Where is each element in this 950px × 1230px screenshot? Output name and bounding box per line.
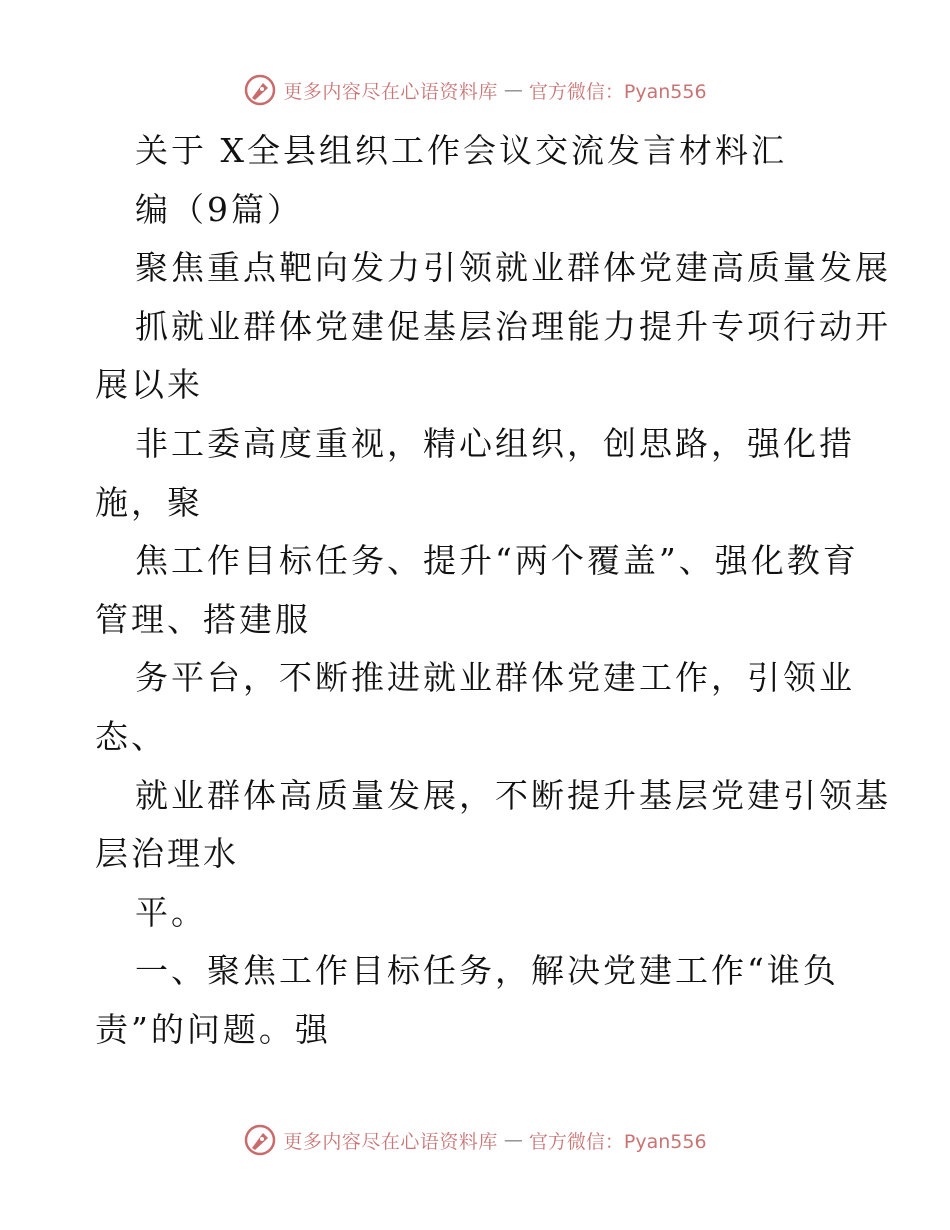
paragraph-line: 务平台，不断推进就业群体党建工作，引领业 — [135, 658, 855, 698]
section-heading-line: 责”的问题。强 — [95, 1009, 331, 1049]
watermark-account: 官方微信：Pyan556 — [528, 80, 707, 103]
paragraph-line: 层治理水 — [95, 834, 239, 874]
title-line-1: 关于 X全县组织工作会议交流发言材料汇 — [135, 131, 787, 170]
footer-watermark — [0, 1120, 950, 1160]
paragraph-line: 抓就业群体党建促基层治理能力提升专项行动开 — [135, 306, 891, 346]
header-watermark — [0, 70, 950, 110]
paragraph-line: 施，聚 — [95, 482, 203, 522]
watermark-separator: — — [503, 1129, 523, 1151]
paragraph-line: 管理、搭建服 — [95, 599, 311, 639]
paragraph-line: 焦工作目标任务、提升“两个覆盖”、强化教育 — [135, 541, 859, 581]
paragraph-line: 就业群体高质量发展，不断提升基层党建引领基 — [135, 775, 891, 815]
paragraph-line: 聚焦重点靶向发力引领就业群体党建高质量发展 — [135, 248, 891, 288]
watermark-account: 官方微信：Pyan556 — [528, 1130, 707, 1153]
watermark-text: 更多内容尽在心语资料库 — [283, 80, 498, 103]
paragraph-line: 态、 — [95, 716, 167, 756]
pen-nib-logo-icon — [243, 1123, 277, 1157]
pen-nib-logo-icon — [243, 73, 277, 107]
paragraph-line: 展以来 — [95, 365, 203, 405]
paragraph-line: 非工委高度重视，精心组织，创思路，强化措 — [135, 423, 855, 463]
title-line-2: 编（9篇） — [135, 189, 303, 229]
watermark-separator: — — [503, 79, 523, 101]
document-body — [95, 122, 891, 1060]
watermark-text: 更多内容尽在心语资料库 — [283, 1130, 498, 1153]
paragraph-line: 平。 — [135, 892, 207, 932]
section-heading-line: 一、聚焦工作目标任务，解决党建工作“谁负 — [135, 951, 839, 991]
